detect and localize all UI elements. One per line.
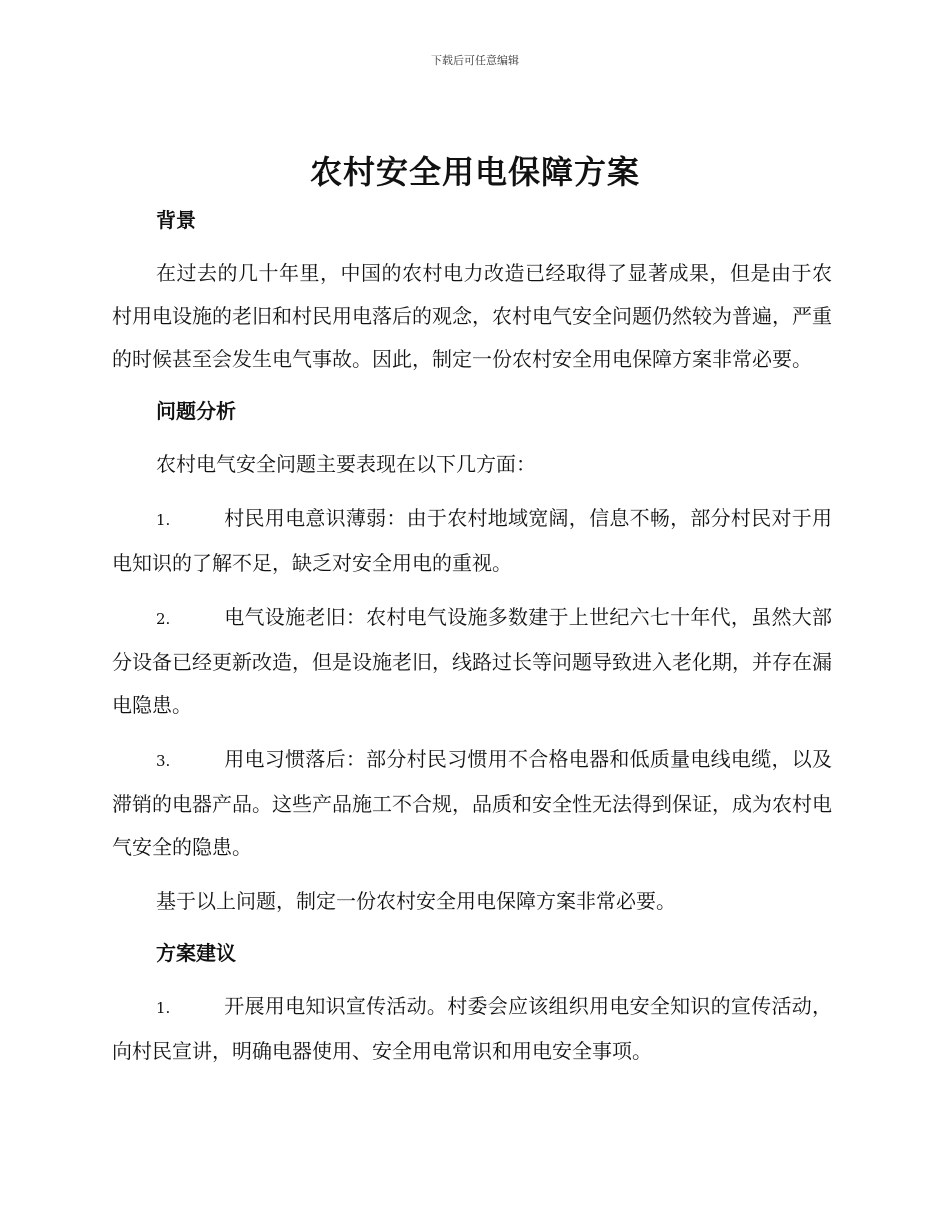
list-item-text: 用电习惯落后：部分村民习惯用不合格电器和低质量电线电缆，以及滞销的电器产品。这些产品施工不合规，品质和安全性无法得到保证，成为农村电气安全的隐患。 [112,747,832,859]
list-number: 3. [156,752,171,770]
analysis-list-item-2 [112,596,832,727]
analysis-conclusion: 基于以上问题，制定一份农村安全用电保障方案非常必要。 [156,889,676,913]
list-number: 1. [156,999,171,1017]
section-heading-background: 背景 [156,208,196,232]
section-heading-proposal: 方案建议 [156,941,236,965]
list-item-text: 电气设施老旧：农村电气设施多数建于上世纪六七十年代，虽然大部分设备已经更新改造，但是设施老旧，线路过长等问题导致进入老化期，并存在漏电隐患。 [112,605,832,717]
document-body [112,201,832,1073]
analysis-intro: 农村电气安全问题主要表现在以下几方面： [156,452,536,476]
analysis-list-item-1 [112,497,832,585]
analysis-list-item-3 [112,738,832,869]
header-note: 下载后可任意编辑 [431,54,519,67]
list-item-text: 村民用电意识薄弱：由于农村地域宽阔，信息不畅，部分村民对于用电知识的了解不足，缺乏对安全用电的重视。 [112,506,832,575]
section-heading-analysis: 问题分析 [156,399,236,423]
proposal-list-item-1 [112,985,832,1073]
list-number: 2. [156,610,171,628]
document-title: 农村安全用电保障方案 [309,153,640,191]
list-item-text: 开展用电知识宣传活动。村委会应该组织用电安全知识的宣传活动，向村民宣讲，明确电器使用、安全用电常识和用电安全事项。 [112,994,832,1063]
background-paragraph: 在过去的几十年里，中国的农村电力改造已经取得了显著成果，但是由于农村用电设施的老旧和村民用电落后的观念，农村电气安全问题仍然较为普遍，严重的时候甚至会发生电气事故。因此，制定一份农村安全用电保障方案非常必要。 [112,261,832,371]
list-number: 1. [156,511,171,529]
